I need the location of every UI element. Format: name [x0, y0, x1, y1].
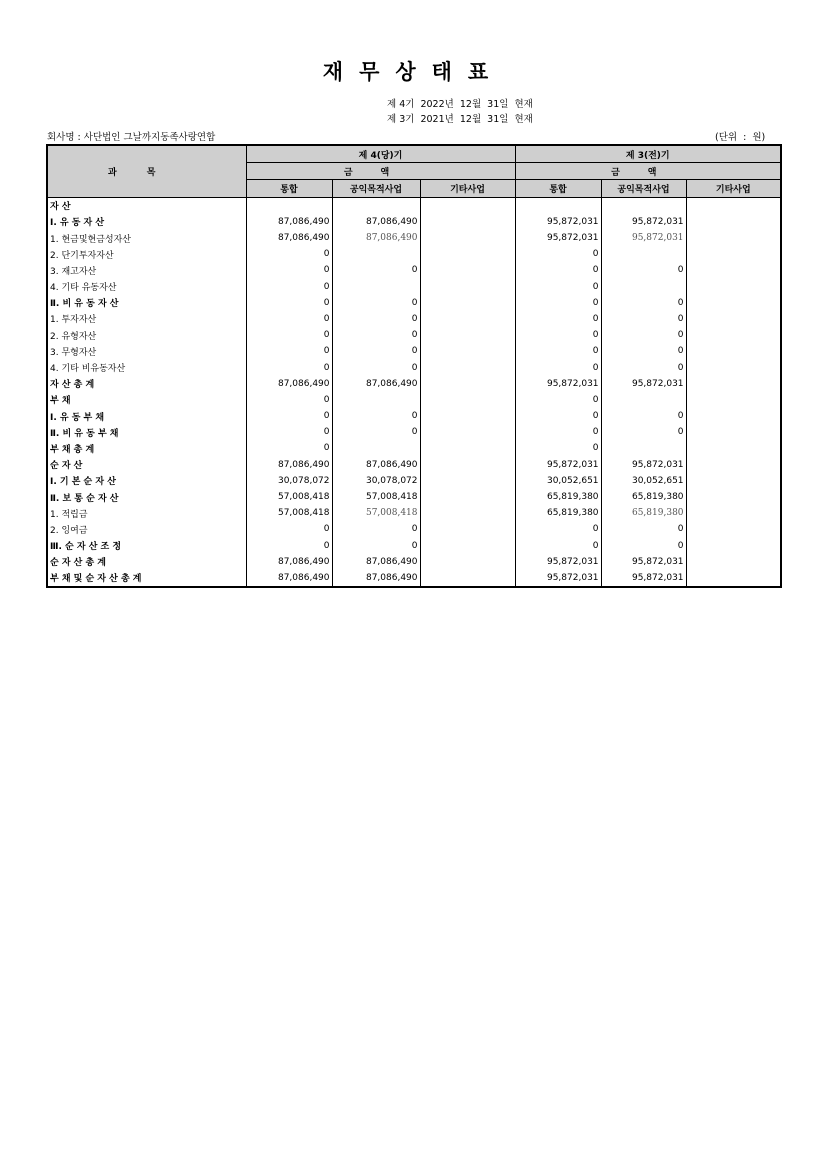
- amount-cell: [420, 230, 515, 246]
- table-row: [47, 505, 781, 521]
- amount-cell: [420, 279, 515, 295]
- amount-cell: 95,872,031: [515, 457, 601, 473]
- amount-cell: 0: [246, 424, 332, 440]
- amount-cell: [420, 489, 515, 505]
- amount-cell: 0: [601, 343, 686, 359]
- table-row: [47, 473, 781, 489]
- account-name: 4. 기타 유동자산: [47, 279, 246, 295]
- table-row: [47, 554, 781, 570]
- amount-cell: [686, 521, 781, 537]
- table-row: [47, 327, 781, 343]
- amount-cell: 65,819,380: [515, 489, 601, 505]
- amount-cell: 0: [515, 440, 601, 456]
- table-row: [47, 424, 781, 440]
- amount-cell: 0: [246, 311, 332, 327]
- amount-cell: 0: [332, 295, 420, 311]
- amount-cell: 65,819,380: [515, 505, 601, 521]
- amount-cell: 0: [246, 327, 332, 343]
- amount-cell: [332, 197, 420, 214]
- financial-position-table: [46, 144, 782, 588]
- table-row: [47, 197, 781, 214]
- table-row: [47, 440, 781, 456]
- amount-cell: 0: [332, 327, 420, 343]
- amount-cell: 87,086,490: [332, 570, 420, 587]
- amount-cell: [686, 327, 781, 343]
- table-row: [47, 279, 781, 295]
- amount-cell: 0: [515, 521, 601, 537]
- table-row: [47, 230, 781, 246]
- amount-cell: 0: [601, 359, 686, 375]
- amount-cell: 0: [515, 343, 601, 359]
- account-name: 순 자 산 총 계: [47, 554, 246, 570]
- amount-cell: [420, 295, 515, 311]
- current-amount-header: 금액: [246, 163, 515, 180]
- account-name: Ⅱ. 비 유 동 부 채: [47, 424, 246, 440]
- amount-cell: 87,086,490: [332, 554, 420, 570]
- amount-cell: [420, 246, 515, 262]
- amount-cell: 87,086,490: [332, 376, 420, 392]
- amount-cell: 57,008,418: [246, 505, 332, 521]
- amount-cell: [686, 246, 781, 262]
- amount-cell: 0: [515, 359, 601, 375]
- amount-cell: [601, 197, 686, 214]
- account-name: Ⅰ. 유 동 자 산: [47, 214, 246, 230]
- amount-cell: 0: [601, 311, 686, 327]
- amount-cell: [686, 230, 781, 246]
- amount-cell: [686, 279, 781, 295]
- table-row: [47, 295, 781, 311]
- amount-cell: 0: [246, 359, 332, 375]
- amount-cell: 0: [515, 295, 601, 311]
- amount-cell: 87,086,490: [246, 457, 332, 473]
- table-row: [47, 538, 781, 554]
- amount-cell: [686, 489, 781, 505]
- account-name: 2. 잉여금: [47, 521, 246, 537]
- prior-period-header: 제 3(전)기: [515, 145, 781, 163]
- table-row: [47, 376, 781, 392]
- amount-cell: 95,872,031: [515, 570, 601, 587]
- amount-cell: 95,872,031: [601, 570, 686, 587]
- amount-cell: 87,086,490: [246, 214, 332, 230]
- amount-cell: 0: [601, 424, 686, 440]
- current-total-header: 통합: [246, 180, 332, 197]
- amount-cell: 95,872,031: [515, 214, 601, 230]
- amount-cell: 0: [601, 262, 686, 278]
- account-name: Ⅰ. 유 동 부 채: [47, 408, 246, 424]
- table-body: [47, 197, 781, 587]
- amount-cell: 0: [246, 440, 332, 456]
- amount-cell: [686, 343, 781, 359]
- account-name: 1. 현금및현금성자산: [47, 230, 246, 246]
- amount-cell: 0: [246, 392, 332, 408]
- amount-cell: [332, 440, 420, 456]
- table-row: [47, 359, 781, 375]
- page-title: 재무상태표: [322, 60, 505, 84]
- table-row: [47, 343, 781, 359]
- amount-cell: 57,008,418: [332, 505, 420, 521]
- amount-cell: [686, 473, 781, 489]
- account-name: 부 채 총 계: [47, 440, 246, 456]
- amount-cell: [686, 424, 781, 440]
- amount-cell: [420, 554, 515, 570]
- table-row: [47, 311, 781, 327]
- amount-cell: 30,078,072: [246, 473, 332, 489]
- prior-amount-header: 금액: [515, 163, 781, 180]
- amount-cell: 0: [332, 343, 420, 359]
- amount-cell: [420, 473, 515, 489]
- amount-cell: [601, 392, 686, 408]
- account-name: 부 채: [47, 392, 246, 408]
- amount-cell: [686, 408, 781, 424]
- amount-cell: 0: [601, 538, 686, 554]
- amount-cell: 95,872,031: [515, 230, 601, 246]
- amount-cell: 0: [332, 521, 420, 537]
- amount-cell: [332, 279, 420, 295]
- amount-cell: [686, 376, 781, 392]
- amount-cell: [332, 392, 420, 408]
- amount-cell: [686, 359, 781, 375]
- account-name: Ⅰ. 기 본 순 자 산: [47, 473, 246, 489]
- amount-cell: 95,872,031: [515, 554, 601, 570]
- amount-cell: [420, 457, 515, 473]
- amount-cell: 0: [332, 538, 420, 554]
- table-row: [47, 214, 781, 230]
- table-row: [47, 457, 781, 473]
- amount-cell: 0: [332, 311, 420, 327]
- amount-cell: 0: [515, 538, 601, 554]
- account-header: 과목: [47, 145, 246, 197]
- amount-cell: [420, 570, 515, 587]
- amount-cell: [686, 214, 781, 230]
- table-row: [47, 521, 781, 537]
- amount-cell: 0: [246, 295, 332, 311]
- amount-cell: 95,872,031: [601, 554, 686, 570]
- amount-cell: 65,819,380: [601, 505, 686, 521]
- amount-cell: 0: [601, 327, 686, 343]
- amount-cell: 30,052,651: [515, 473, 601, 489]
- account-name: 3. 재고자산: [47, 262, 246, 278]
- amount-cell: [332, 246, 420, 262]
- amount-cell: [686, 570, 781, 587]
- table-row: [47, 489, 781, 505]
- amount-cell: [420, 311, 515, 327]
- amount-cell: 0: [515, 262, 601, 278]
- amount-cell: 87,086,490: [332, 457, 420, 473]
- amount-cell: 87,086,490: [332, 214, 420, 230]
- amount-cell: 0: [515, 424, 601, 440]
- account-name: 순 자 산: [47, 457, 246, 473]
- amount-cell: 0: [515, 246, 601, 262]
- amount-cell: 0: [515, 408, 601, 424]
- amount-cell: 0: [515, 392, 601, 408]
- amount-cell: 30,078,072: [332, 473, 420, 489]
- amount-cell: 65,819,380: [601, 489, 686, 505]
- amount-cell: [420, 376, 515, 392]
- amount-cell: 95,872,031: [515, 376, 601, 392]
- table-row: [47, 262, 781, 278]
- amount-cell: 87,086,490: [246, 570, 332, 587]
- amount-cell: 0: [246, 279, 332, 295]
- amount-cell: 95,872,031: [601, 214, 686, 230]
- amount-cell: 0: [332, 262, 420, 278]
- amount-cell: [420, 408, 515, 424]
- amount-cell: 0: [515, 327, 601, 343]
- amount-cell: 95,872,031: [601, 376, 686, 392]
- current-other-header: 기타사업: [420, 180, 515, 197]
- amount-cell: [601, 279, 686, 295]
- amount-cell: 87,086,490: [246, 554, 332, 570]
- current-public-header: 공익목적사업: [332, 180, 420, 197]
- amount-cell: 57,008,418: [246, 489, 332, 505]
- amount-cell: [601, 440, 686, 456]
- amount-cell: [420, 538, 515, 554]
- amount-cell: 95,872,031: [601, 230, 686, 246]
- current-period-header: 제 4(당)기: [246, 145, 515, 163]
- amount-cell: 0: [601, 521, 686, 537]
- account-name: Ⅱ. 보 통 순 자 산: [47, 489, 246, 505]
- amount-cell: 87,086,490: [246, 376, 332, 392]
- account-name: 3. 무형자산: [47, 343, 246, 359]
- amount-cell: [420, 505, 515, 521]
- amount-cell: 0: [332, 359, 420, 375]
- amount-cell: [686, 392, 781, 408]
- amount-cell: [515, 197, 601, 214]
- amount-cell: 0: [515, 279, 601, 295]
- amount-cell: 0: [601, 295, 686, 311]
- account-name: 부 채 및 순 자 산 총 계: [47, 570, 246, 587]
- amount-cell: [601, 246, 686, 262]
- current-period-date: 제 4기 2022년 12월 31일 현재: [387, 99, 533, 110]
- amount-cell: 0: [246, 262, 332, 278]
- amount-cell: [686, 457, 781, 473]
- amount-cell: 95,872,031: [601, 457, 686, 473]
- amount-cell: 0: [601, 408, 686, 424]
- amount-cell: 57,008,418: [332, 489, 420, 505]
- amount-cell: [686, 295, 781, 311]
- table-row: [47, 246, 781, 262]
- amount-cell: 0: [246, 408, 332, 424]
- amount-cell: [686, 197, 781, 214]
- table-row: [47, 392, 781, 408]
- prior-period-date: 제 3기 2021년 12월 31일 현재: [387, 114, 533, 125]
- amount-cell: [246, 197, 332, 214]
- amount-cell: [420, 197, 515, 214]
- account-name: Ⅲ. 순 자 산 조 정: [47, 538, 246, 554]
- amount-cell: [420, 214, 515, 230]
- account-name: 2. 단기투자자산: [47, 246, 246, 262]
- amount-cell: [420, 343, 515, 359]
- amount-cell: [420, 521, 515, 537]
- amount-cell: [420, 359, 515, 375]
- account-name: 1. 투자자산: [47, 311, 246, 327]
- amount-cell: 0: [515, 311, 601, 327]
- unit-label: (단위 : 원): [715, 132, 766, 143]
- amount-cell: [420, 424, 515, 440]
- company-name: 회사명 : 사단법인 그날까지동족사랑연합: [47, 132, 216, 143]
- amount-cell: 0: [332, 408, 420, 424]
- amount-cell: 87,086,490: [246, 230, 332, 246]
- amount-cell: 30,052,651: [601, 473, 686, 489]
- amount-cell: [686, 440, 781, 456]
- amount-cell: 0: [246, 521, 332, 537]
- amount-cell: [420, 440, 515, 456]
- amount-cell: [420, 262, 515, 278]
- amount-cell: [686, 311, 781, 327]
- prior-other-header: 기타사업: [686, 180, 781, 197]
- amount-cell: [686, 262, 781, 278]
- amount-cell: 0: [246, 343, 332, 359]
- amount-cell: [686, 505, 781, 521]
- amount-cell: 87,086,490: [332, 230, 420, 246]
- amount-cell: [686, 554, 781, 570]
- amount-cell: 0: [246, 538, 332, 554]
- account-name: 2. 유형자산: [47, 327, 246, 343]
- amount-cell: 0: [332, 424, 420, 440]
- prior-total-header: 통합: [515, 180, 601, 197]
- table-row: [47, 570, 781, 587]
- amount-cell: [420, 392, 515, 408]
- amount-cell: [686, 538, 781, 554]
- account-name: 자 산: [47, 197, 246, 214]
- amount-cell: [420, 327, 515, 343]
- account-name: 1. 적립금: [47, 505, 246, 521]
- account-name: 자 산 총 계: [47, 376, 246, 392]
- amount-cell: 0: [246, 246, 332, 262]
- table-row: [47, 408, 781, 424]
- prior-public-header: 공익목적사업: [601, 180, 686, 197]
- account-name: 4. 기타 비유동자산: [47, 359, 246, 375]
- account-name: Ⅱ. 비 유 동 자 산: [47, 295, 246, 311]
